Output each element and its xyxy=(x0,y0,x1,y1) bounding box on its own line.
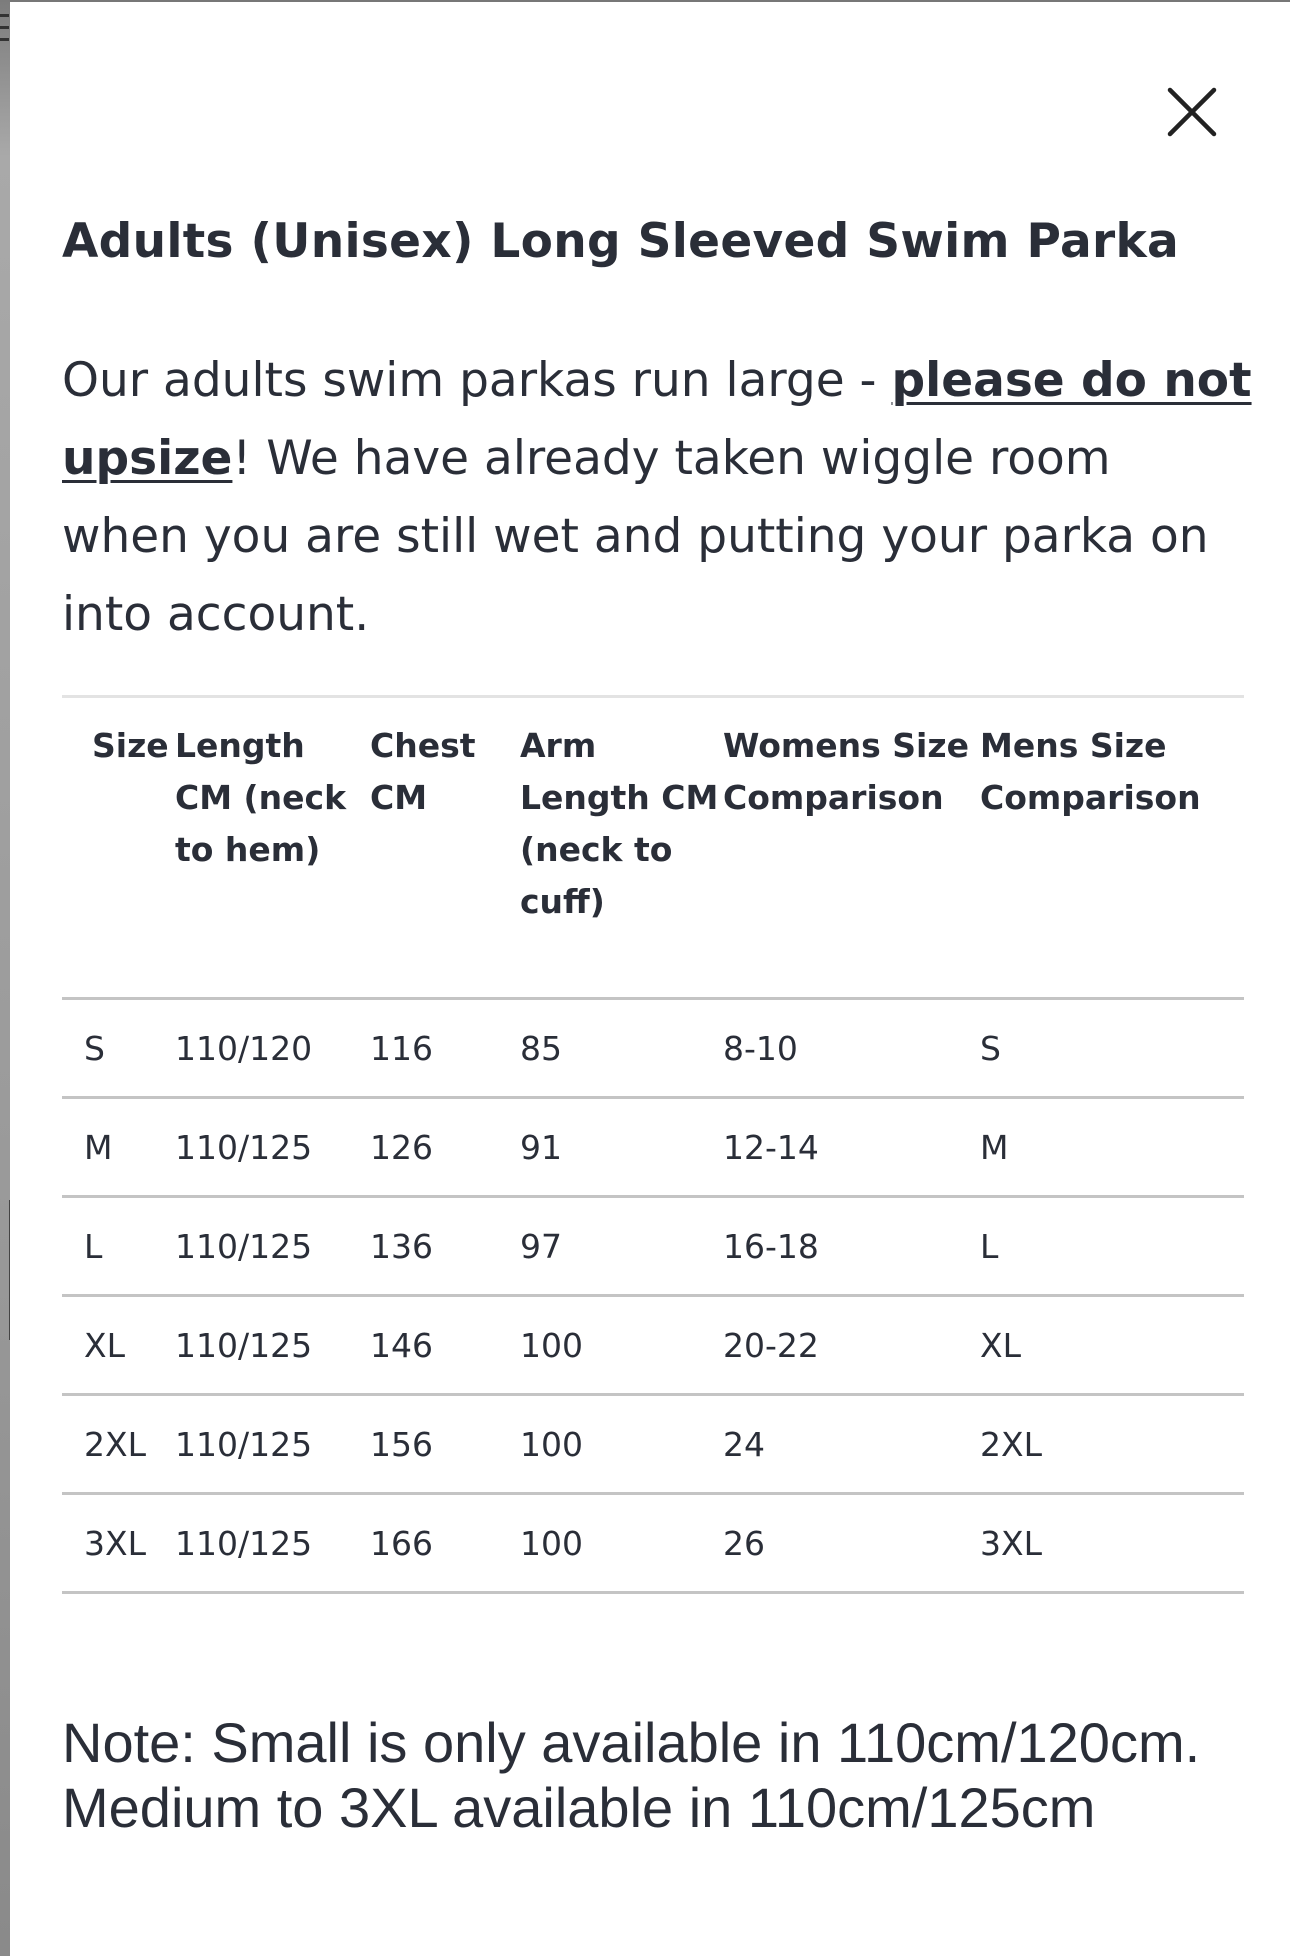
cell-size: S xyxy=(84,1028,105,1068)
table-row xyxy=(62,1395,1244,1494)
cell-mens-size: M xyxy=(980,1127,1009,1167)
cell-mens-size: 3XL xyxy=(980,1523,1042,1563)
table-row xyxy=(62,1098,1244,1197)
table-row xyxy=(62,1494,1244,1593)
cell-length: 110/125 xyxy=(175,1325,313,1365)
cell-chest: 126 xyxy=(370,1127,433,1167)
cell-length: 110/125 xyxy=(175,1523,313,1563)
cell-mens-size: S xyxy=(980,1028,1001,1068)
cell-womens-size: 8-10 xyxy=(723,1028,798,1068)
table-row xyxy=(62,999,1244,1098)
cell-mens-size: L xyxy=(980,1226,999,1266)
column-header-length: Length CM (neck to hem) xyxy=(175,726,347,869)
cell-arm-length: 100 xyxy=(520,1325,583,1365)
cell-length: 110/125 xyxy=(175,1226,313,1266)
table-header-row xyxy=(62,697,1244,999)
cell-arm-length: 97 xyxy=(520,1226,562,1266)
column-header-mens-size: Mens Size Comparison xyxy=(980,726,1201,817)
cell-womens-size: 26 xyxy=(723,1523,765,1563)
availability-note: Note: Small is only available in 110cm/120cm. Medium to 3XL available in 110cm/125cm xyxy=(62,1711,1201,1839)
cell-length: 110/125 xyxy=(175,1424,313,1464)
cell-womens-size: 24 xyxy=(723,1424,765,1464)
column-header-womens-size: Womens Size Comparison xyxy=(723,726,969,817)
cell-womens-size: 12-14 xyxy=(723,1127,819,1167)
cell-size: 3XL xyxy=(84,1523,146,1563)
column-header-arm-length: Arm Length CM (neck to cuff) xyxy=(520,726,719,921)
cell-chest: 166 xyxy=(370,1523,433,1563)
cell-womens-size: 20-22 xyxy=(723,1325,819,1365)
intro-emphasis: please do not upsize xyxy=(62,353,1252,486)
intro-text: Our adults swim parkas run large - xyxy=(62,353,892,408)
size-guide-modal xyxy=(10,0,1290,1956)
intro-paragraph xyxy=(62,342,1252,654)
cell-chest: 136 xyxy=(370,1226,433,1266)
cell-womens-size: 16-18 xyxy=(723,1226,819,1266)
column-header-chest: Chest CM xyxy=(370,726,476,817)
cell-size: 2XL xyxy=(84,1424,146,1464)
column-header-size: Size xyxy=(92,726,169,765)
modal-title: Adults (Unisex) Long Sleeved Swim Parka xyxy=(62,214,1180,269)
cell-mens-size: 2XL xyxy=(980,1424,1042,1464)
cell-chest: 116 xyxy=(370,1028,433,1068)
cell-arm-length: 85 xyxy=(520,1028,562,1068)
cell-size: XL xyxy=(84,1325,125,1365)
table-row xyxy=(62,1296,1244,1395)
cell-arm-length: 100 xyxy=(520,1523,583,1563)
backdrop-menu-mark xyxy=(0,14,9,17)
table-row xyxy=(62,1197,1244,1296)
cell-mens-size: XL xyxy=(980,1325,1021,1365)
close-icon xyxy=(1160,80,1224,144)
size-chart-table xyxy=(62,695,1244,1594)
close-button[interactable] xyxy=(1160,80,1224,144)
backdrop-menu-mark xyxy=(0,38,9,41)
cell-arm-length: 100 xyxy=(520,1424,583,1464)
cell-chest: 156 xyxy=(370,1424,433,1464)
cell-length: 110/120 xyxy=(175,1028,313,1068)
intro-text-continued: ! We have already taken wiggle room when you are still wet and putting your parka on into account. xyxy=(62,431,1209,642)
cell-size: L xyxy=(84,1226,103,1266)
backdrop-menu-mark xyxy=(0,26,9,29)
cell-chest: 146 xyxy=(370,1325,433,1365)
cell-size: M xyxy=(84,1127,113,1167)
cell-length: 110/125 xyxy=(175,1127,313,1167)
cell-arm-length: 91 xyxy=(520,1127,562,1167)
